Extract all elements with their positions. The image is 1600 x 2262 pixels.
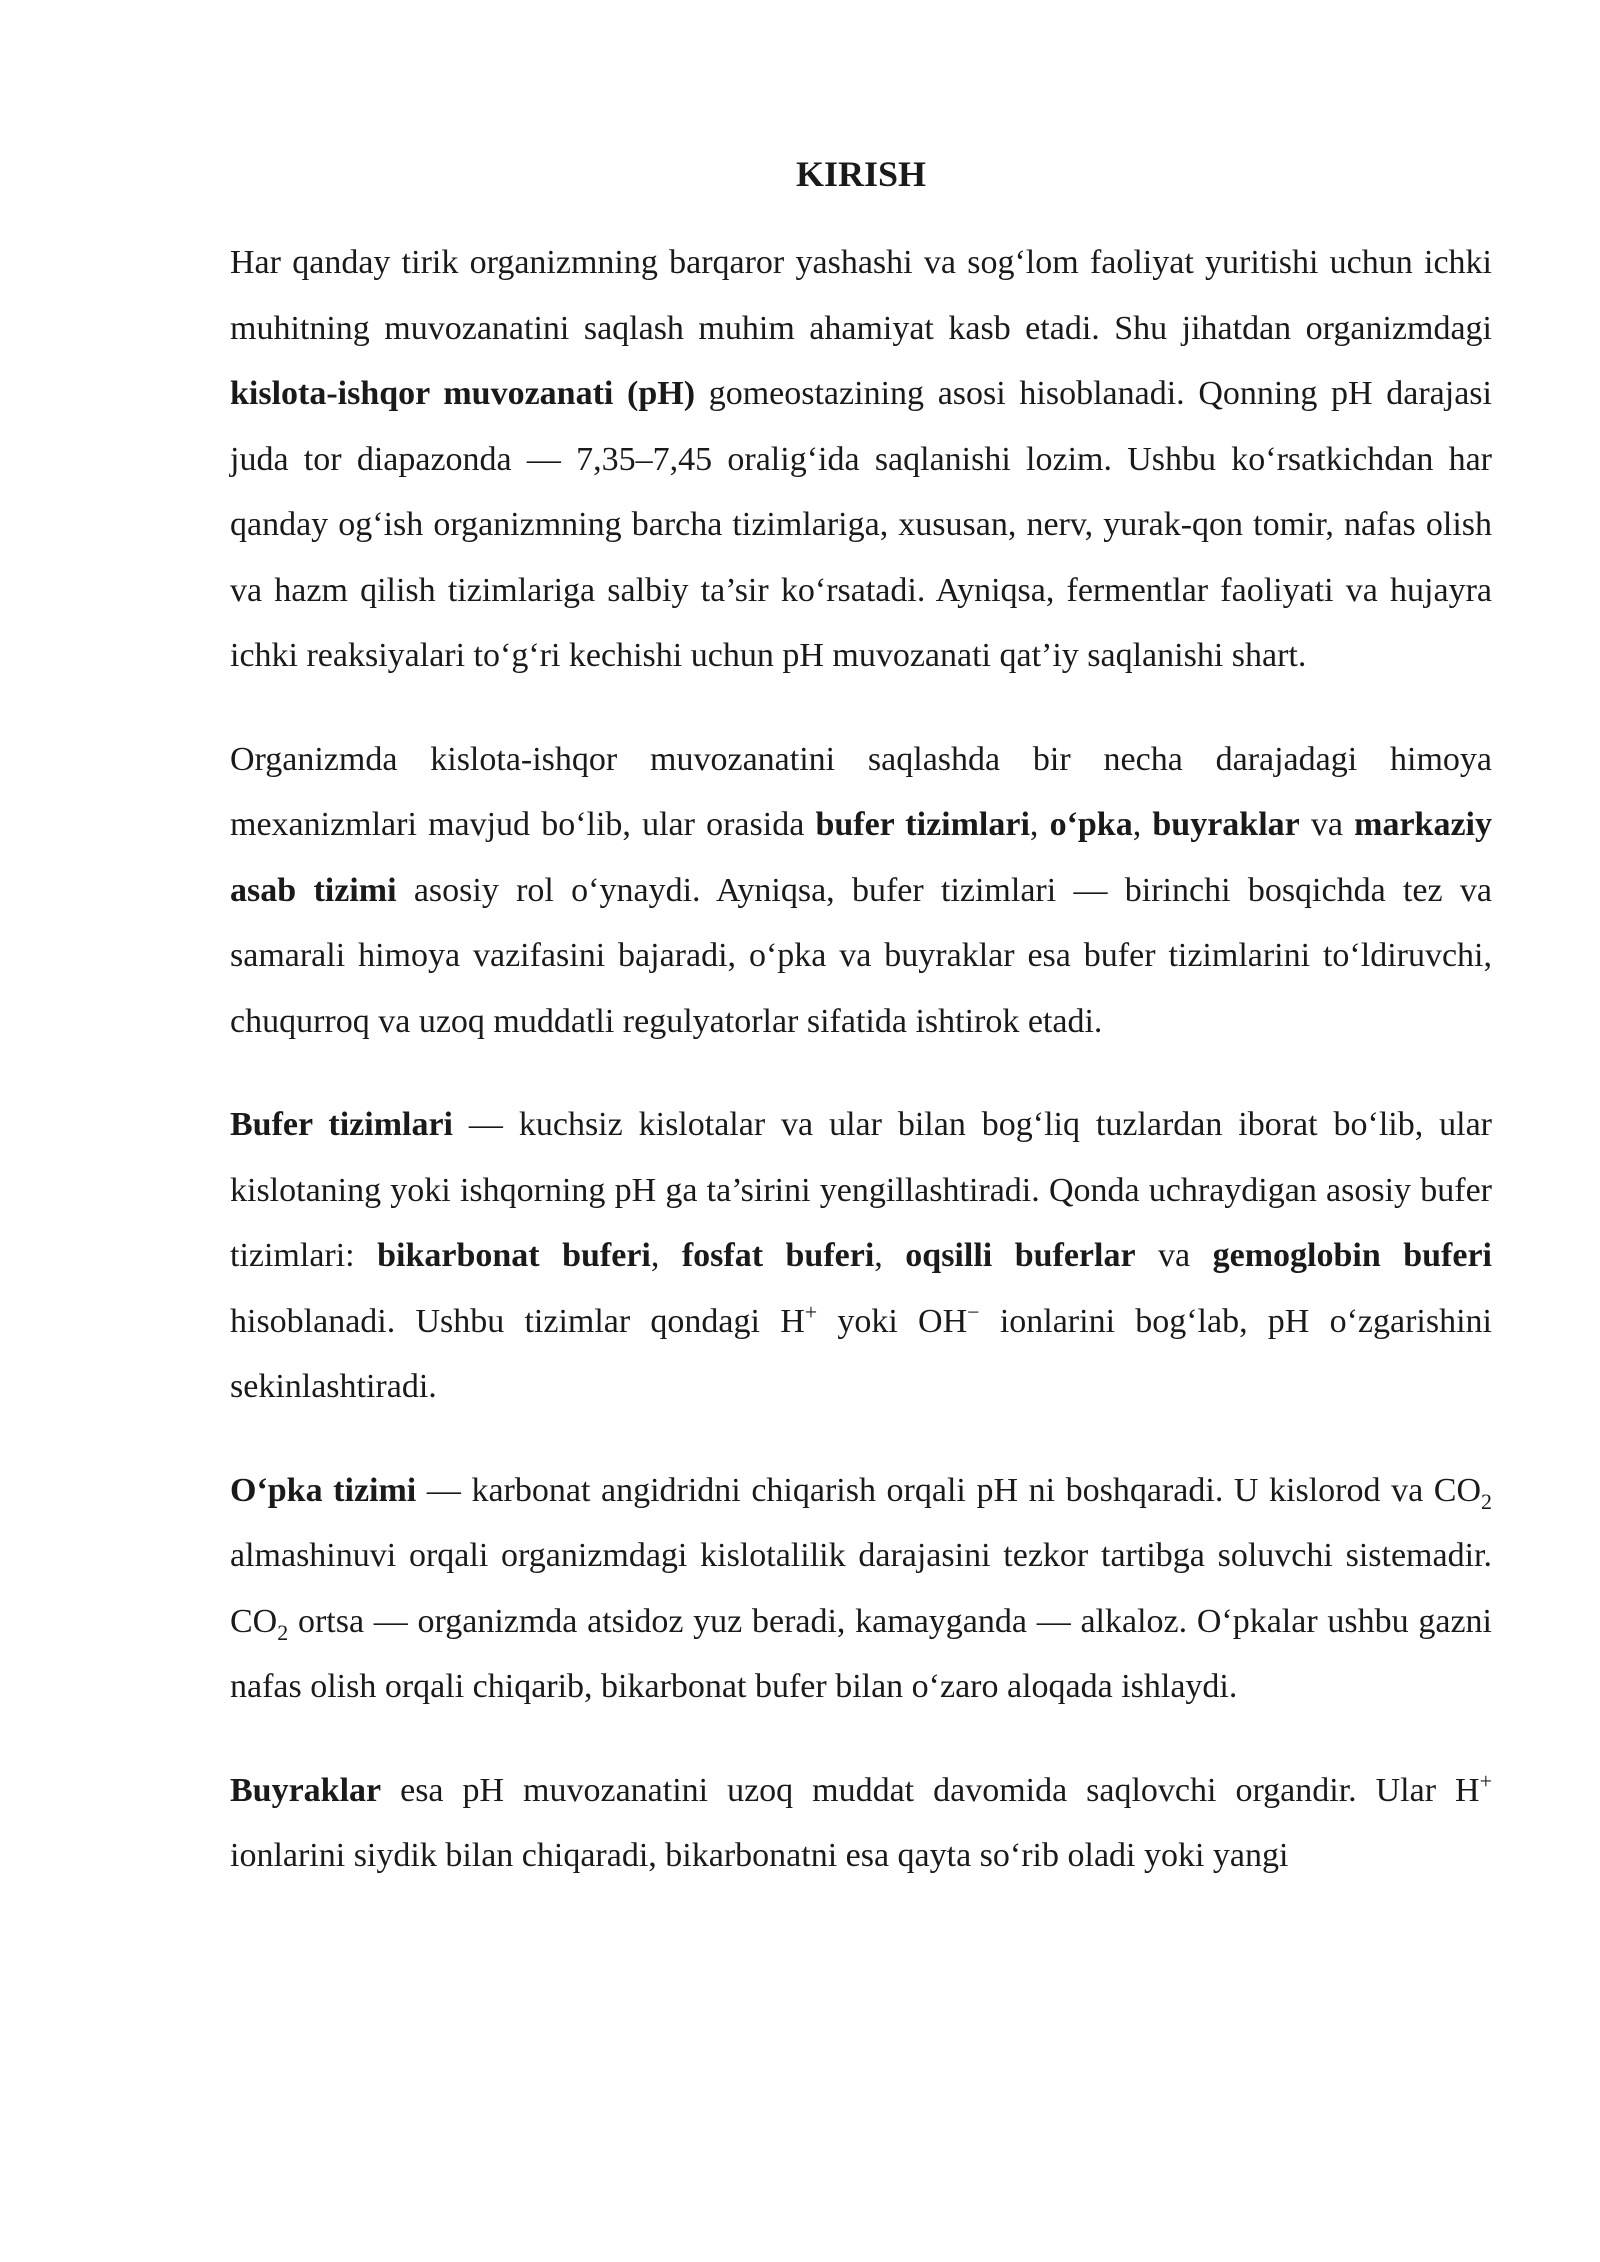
superscript: +: [1479, 1768, 1492, 1794]
text-run: ,: [874, 1237, 906, 1274]
paragraph-kidneys: [230, 1758, 1492, 1889]
bold-term: o‘pka: [1049, 806, 1133, 843]
bold-term: Buyraklar: [230, 1771, 382, 1809]
bold-term: markaziy asab tizimi: [230, 806, 1492, 909]
bold-term: fosfat buferi: [681, 1237, 875, 1274]
text-run: hisoblanadi. Ushbu tizimlar qondagi H: [230, 1302, 805, 1340]
page-title: KIRISH: [795, 154, 927, 194]
text-run: va: [1299, 806, 1355, 843]
subscript: 2: [1481, 1488, 1493, 1514]
text-run: — kuchsiz kislotalar va ular bilan bog‘liq tuzlardan iborat bo‘lib, ular kislotaning yoki ishqorning pH ga ta’sirini yengillashtiradi. Qonda uchraydigan asosiy bufer tizimlari:: [230, 1106, 1492, 1274]
bold-term: bikarbonat buferi: [377, 1237, 651, 1274]
bold-term: kislota-ishqor muvozanati (pH): [230, 375, 696, 412]
paragraph-lungs: [230, 1458, 1492, 1720]
paragraph-mechanisms: [230, 727, 1492, 1055]
superscript: +: [804, 1299, 818, 1325]
bold-term: gemoglobin buferi: [1212, 1237, 1492, 1274]
text-run: almashinuvi orqali organizmdagi kislotalilik darajasini tezkor tartibga soluvchi sistemadir. CO: [230, 1537, 1492, 1640]
text-run: ,: [650, 1237, 682, 1274]
text-run: Organizmda kislota-ishqor muvozanatini saqlashda bir necha darajadagi himoya mexanizmlari mavjud bo‘lib, ular orasida: [230, 740, 1492, 843]
paragraph-intro: [230, 230, 1492, 689]
text-run: yoki OH: [817, 1302, 968, 1340]
bold-term: oqsilli buferlar: [905, 1237, 1136, 1274]
text-run: — karbonat angidridni chiqarish orqali pH ni boshqaradi. U kislorod va CO: [416, 1471, 1482, 1509]
text-run: ionlarini bog‘lab, pH o‘zgarishini sekinlashtiradi.: [230, 1302, 1492, 1405]
paragraph-buffers: [230, 1092, 1492, 1420]
text-run: ,: [1132, 806, 1153, 843]
bold-term: bufer tizimlari: [815, 806, 1030, 843]
bold-term: Bufer tizimlari: [230, 1106, 454, 1143]
text-run: ,: [1029, 806, 1050, 843]
subscript: 2: [277, 1619, 289, 1645]
bold-term: O‘pka tizimi: [230, 1471, 417, 1509]
text-run: Har qanday tirik organizmning barqaror yashashi va sog‘lom faoliyat yuritishi uchun ichki muhitning muvozanatini saqlash muhim ahamiyat kasb etadi. Shu jihatdan organizmdagi: [230, 244, 1492, 347]
text-run: va: [1135, 1237, 1213, 1274]
text-run: esa pH muvozanatini uzoq muddat davomida saqlovchi organdir. Ular H: [381, 1771, 1480, 1809]
text-run: gomeostazining asosi hisoblanadi. Qonning pH darajasi juda tor diapazonda — 7,35–7,45 oralig‘ida saqlanishi lozim. Ushbu ko‘rsatkichdan har qanday og‘ish organizmning barcha tizimlariga, xususan, nerv, yurak-qon tomir, nafas olish va hazm qilish tizimlariga salbiy ta’sir ko‘rsatadi. Ayniqsa, fermentlar faoliyati va hujayra ichki reaksiyalari to‘g‘ri kechishi uchun pH muvozanati qat’iy saqlanishi shart.: [230, 375, 1492, 674]
superscript: −: [967, 1299, 980, 1325]
document-page: [230, 148, 1492, 1927]
text-run: ionlarini siydik bilan chiqaradi, bikarbonatni esa qayta so‘rib oladi yoki yangi: [230, 1837, 1289, 1874]
text-run: ortsa — organizmda atsidoz yuz beradi, kamayganda — alkaloz. O‘pkalar ushbu gazni nafas olish orqali chiqarib, bikarbonat bufer bilan o‘zaro aloqada ishlaydi.: [230, 1602, 1492, 1705]
bold-term: buyraklar: [1152, 806, 1300, 843]
text-run: asosiy rol o‘ynaydi. Ayniqsa, bufer tizimlari — birinchi bosqichda tez va samarali himoya vazifasini bajaradi, o‘pka va buyraklar esa bufer tizimlarini to‘ldiruvchi, chuqurroq va uzoq muddatli regulyatorlar sifatida ishtirok etadi.: [230, 871, 1492, 1040]
